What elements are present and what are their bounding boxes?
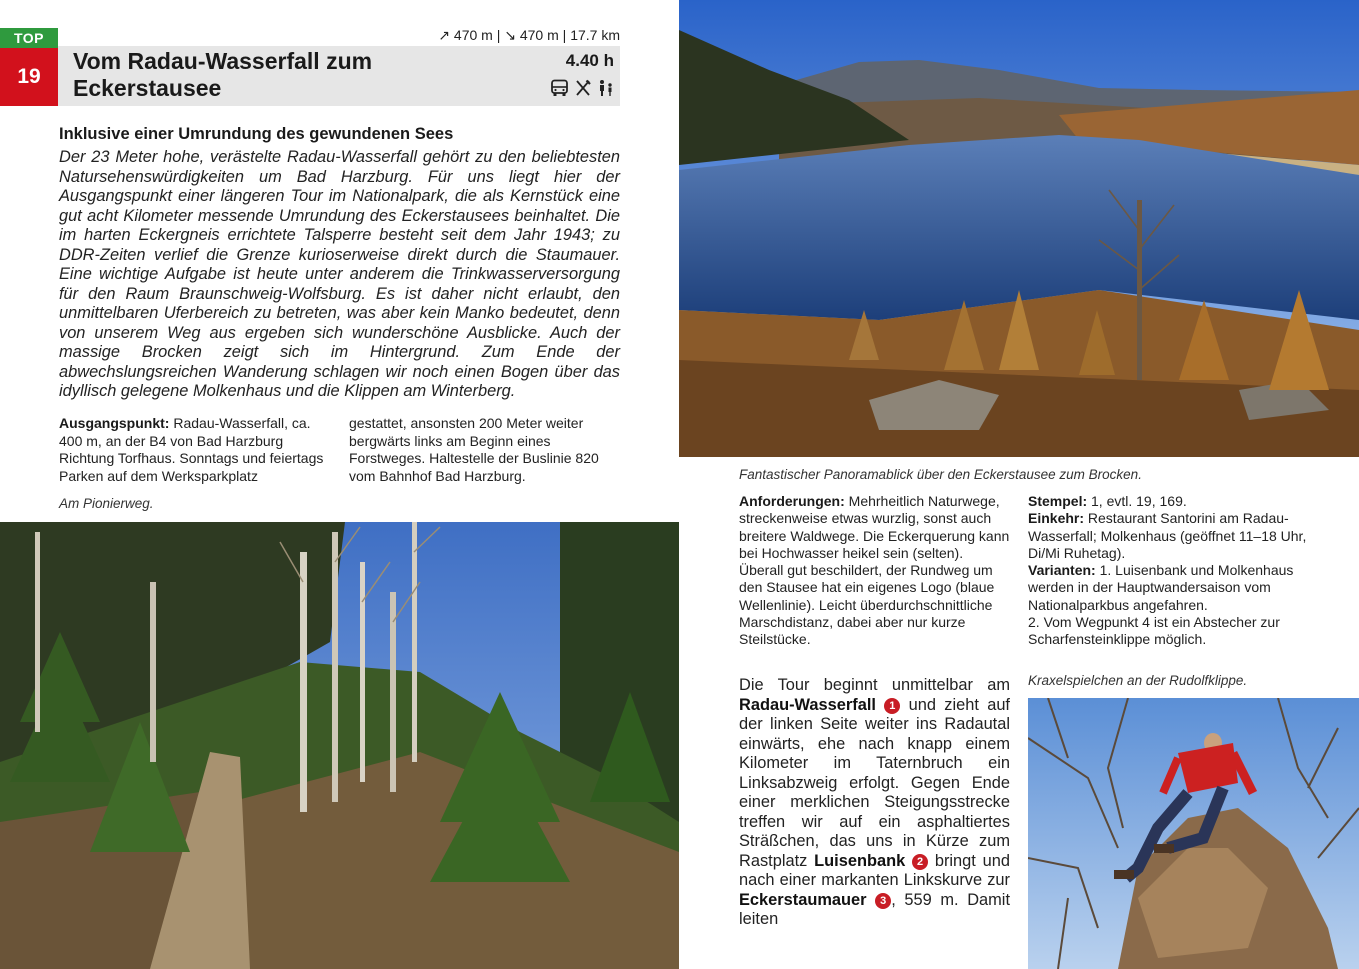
requirements-block: [739, 493, 1011, 649]
waypoint-2: 2: [912, 854, 928, 870]
waypoint-1: 1: [884, 698, 900, 714]
body-text-1: Die Tour beginnt unmittelbar am: [739, 676, 1010, 694]
intro-subtitle: Inklusive einer Umrundung des gewundenen Sees: [59, 125, 454, 143]
caption-forest: Am Pionierweg.: [59, 496, 154, 511]
place-eckerstaumauer: Eckerstaumauer: [739, 890, 867, 909]
variants-text-1: 1. Luisenbank und Molkenhaus werden in der Hauptwandersaison vom Nationalparkbus angefahren.: [1028, 562, 1294, 613]
bus-icon: [550, 79, 569, 97]
stamps-label: Stempel:: [1028, 493, 1088, 509]
tour-duration: 4.40 h: [565, 51, 614, 70]
caption-lake: Fantastischer Panoramablick über den Eckerstausee zum Brocken.: [739, 467, 1142, 482]
intro-text: Der 23 Meter hohe, verästelte Radau-Wasserfall gehört zu den beliebtesten Natursehenswürdigkeiten um Bad Harzburg. Für uns liegt hier der Ausgangspunkt einer längeren Tour im Nationalpark, die als Kernstück eine gut acht Kilometer messende Umrundung des Eckerstausees beinhaltet. Die im harten Eckergneis errichtete Talsperre besteht seit dem Jahr 1943; zu DDR-Zeiten verlief die Grenze kurioserweise direkt durch die Staumauer. Eine wichtige Aufgabe ist heute unter anderem die Trinkwasserversorgung für den Raum Braunschweig-Wolfsburg. Es ist daher nicht erlaubt, den unmittelbaren Uferbereich zu betreten, was aber kein Manko bedeutet, denn von unserem Weg aus ergeben sich wunderschöne Ausblicke. Auch der massige Brocken zeigt sich im Hintergrund. Zum Ende der abwechslungsreichen Wanderung schlagen wir noch einen Bogen über das idyllisch gelegene Molkenhaus und die Klippen am Winterberg.: [59, 148, 620, 400]
variants-label: Varianten:: [1028, 562, 1096, 579]
variants-line-2: 2. Vom Wegpunkt 4 ist ein Abstecher zur Scharfensteinklippe möglich.: [1028, 614, 1280, 648]
stop-line: [1028, 510, 1328, 562]
place-luisenbank: Luisenbank: [814, 851, 906, 870]
title-bar: [58, 46, 620, 106]
start-point-label: Ausgangspunkt:: [59, 415, 170, 431]
variants-line: [1028, 562, 1328, 614]
tour-title: Vom Radau-Wasserfall zum Eckerstausee: [73, 48, 373, 101]
stamps-text: 1, evtl. 19, 169.: [1091, 493, 1187, 509]
tour-stats: ↗ 470 m | ↘ 470 m | 17.7 km: [438, 27, 620, 43]
restaurant-icon: [574, 79, 592, 97]
start-point-text1: Radau-Wasserfall, ca. 400 m, an der B4 von Bad Harzburg Richtung Torfhaus. Sonntags und feiertags Parken auf dem Werksparkplatz: [59, 415, 324, 484]
body-text-3: bringt und nach einer markanten Linkskurve zur: [739, 851, 1010, 889]
photo-eckerstausee: [679, 0, 1359, 457]
body-text: [739, 676, 1010, 930]
tour-icons: [550, 79, 615, 97]
photo-rudolfklippe: [1028, 698, 1359, 969]
start-point-col1: [59, 415, 329, 485]
info-block-right: [1028, 493, 1328, 649]
start-point-col2: gestattet, ansonsten 200 Meter weiter bergwärts links am Beginn eines Forstweges. Haltestelle der Buslinie 820 vom Bahnhof Bad Harzburg.: [349, 415, 599, 484]
family-icon: [597, 79, 615, 97]
place-radau-wasserfall: Radau-Wasserfall: [739, 695, 876, 714]
caption-climber: Kraxelspielchen an der Rudolfklippe.: [1028, 673, 1248, 688]
photo-forest-path: [0, 522, 679, 969]
requirements-text: Mehrheitlich Naturwege, streckenweise etwas wurzlig, sonst auch breitere Waldwege. Die Eckerquerung kann bei Hochwasser heikel sein (selten). Überall gut beschildert, der Rundweg um den Stausee hat ein eigenes Logo (blaue Wellenlinie). Leicht überdurchschnittliche Marschdistanz, dabei aber nur kurze Steilstücke.: [739, 493, 1010, 648]
tour-number: 19: [0, 48, 58, 106]
body-text-2: und zieht auf der linken Seite weiter ins Radautal einwärts, ehe nach knapp einem Kilometer im Taternbruch ein Linksabzweig erfolgt. Gegen Ende einer merklichen Steigungsstrecke treffen wir auf ein asphaltiertes Sträßchen, das uns in Kürze zum Rastplatz: [739, 695, 1010, 870]
stop-text: Restaurant Santorini am Radau-Wasserfall; Molkenhaus (geöffnet 11–18 Uhr, Di/Mi Ruhetag).: [1028, 510, 1307, 561]
requirements-label: Anforderungen:: [739, 493, 845, 509]
stamps-line: [1028, 493, 1328, 510]
waypoint-3: 3: [875, 893, 891, 909]
body-text-4: , 559 m. Damit leiten: [739, 890, 1010, 928]
stop-label: Einkehr:: [1028, 510, 1085, 527]
top-badge: TOP: [0, 28, 58, 48]
